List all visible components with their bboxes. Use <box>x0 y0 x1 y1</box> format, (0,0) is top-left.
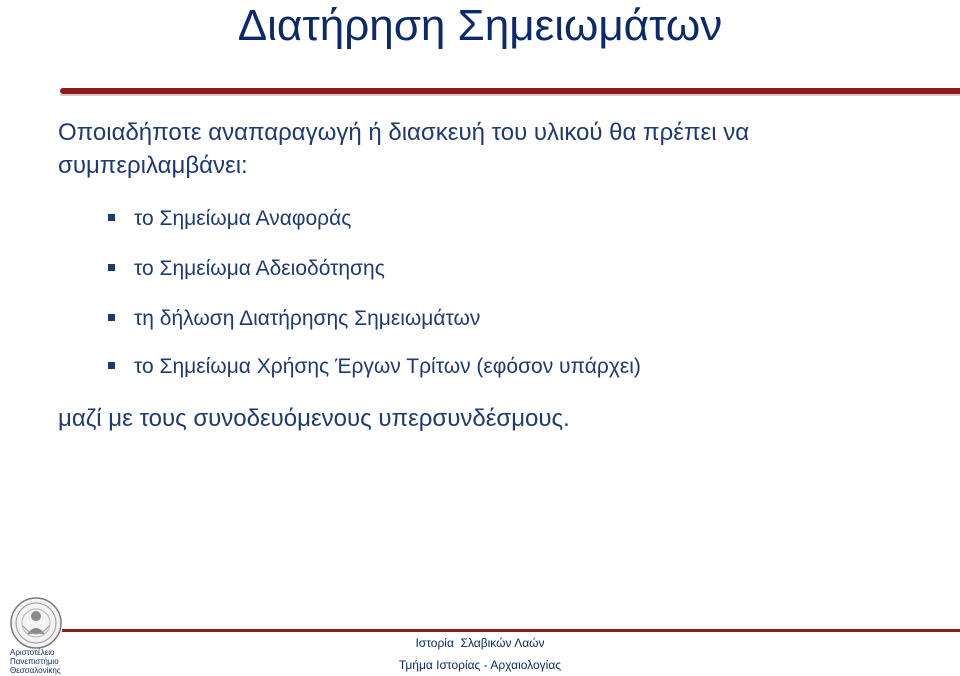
list-item-text: το Σημείωμα Αδειοδότησης <box>134 257 385 280</box>
list-item <box>108 256 641 282</box>
list-item-text: το Σημείωμα Αναφοράς <box>134 207 352 230</box>
list-item-text: τη δήλωση Διατήρησης Σημειωμάτων <box>134 307 481 330</box>
list-item <box>108 354 641 380</box>
university-name-line: Αριστοτέλειο <box>10 648 55 657</box>
university-name-line: Πανεπιστήμιο <box>10 657 59 666</box>
title-divider <box>60 88 960 94</box>
list-item <box>108 306 641 332</box>
square-bullet-icon <box>108 214 115 221</box>
footer-course: Ιστορία Σλαβικών Λαών <box>415 636 545 650</box>
intro-text: Οποιαδήποτε αναπαραγωγή ή διασκευή του υλικού θα πρέπει να συμπεριλαμβάνει: <box>58 119 750 179</box>
slide-title: Διατήρηση Σημειωμάτων <box>237 1 723 50</box>
square-bullet-icon <box>108 314 115 321</box>
list-item-text: το Σημείωμα Χρήσης Έργων Τρίτων (εφόσον υπάρχει) <box>134 355 641 378</box>
square-bullet-icon <box>108 362 115 369</box>
footer-department: Τμήμα Ιστορίας - Αρχαιολογίας <box>398 658 562 672</box>
square-bullet-icon <box>108 264 115 271</box>
footer-divider <box>62 629 960 632</box>
notes-list <box>108 206 641 404</box>
university-name-line: Θεσσαλονίκης <box>10 666 61 675</box>
outro-text: μαζί με τους συνοδευόμενους υπερσυνδέσμους. <box>58 405 570 432</box>
list-item <box>108 206 641 232</box>
